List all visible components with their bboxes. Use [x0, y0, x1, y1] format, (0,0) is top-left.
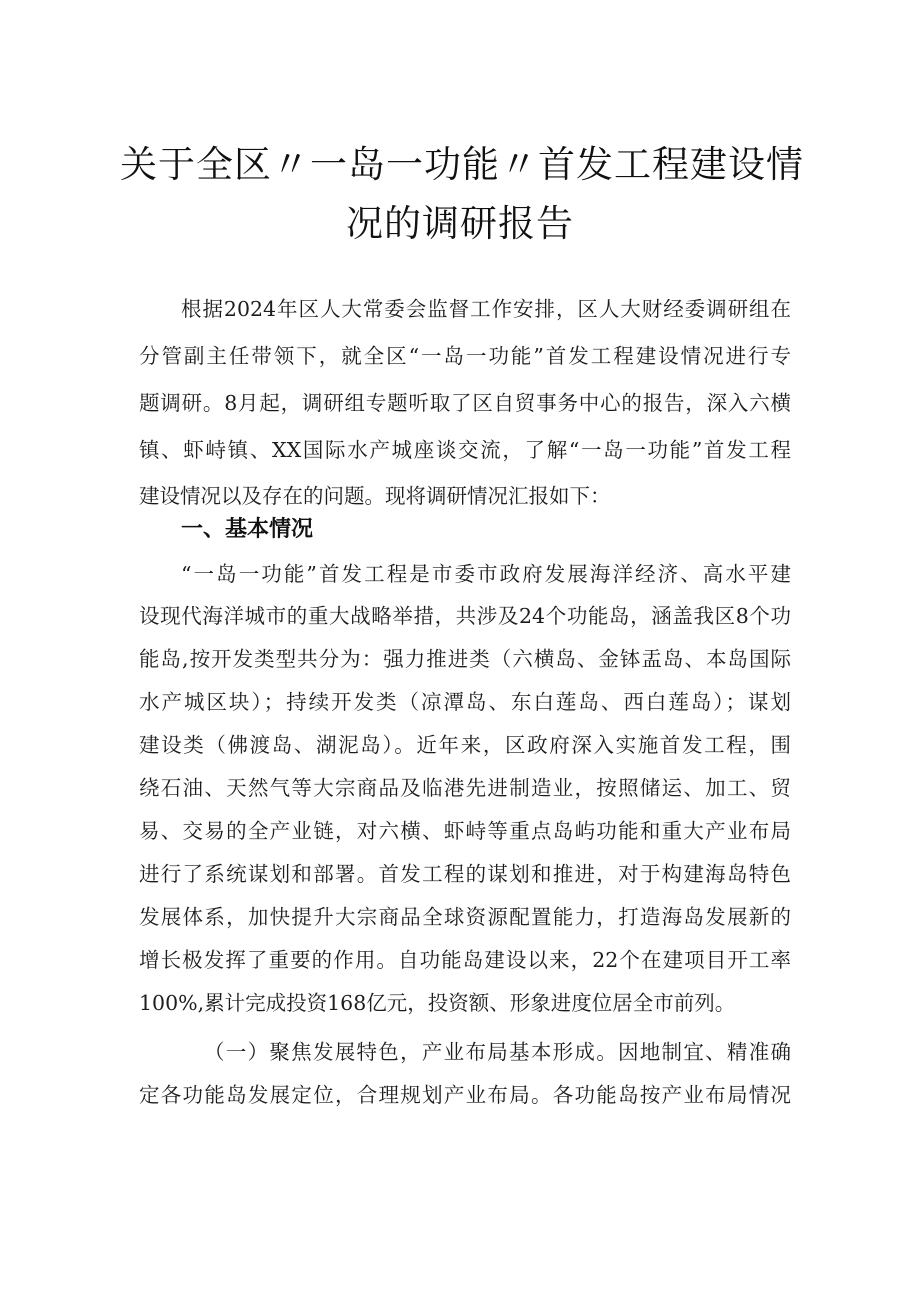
section-heading-basic-situation: 一、基本情况 [181, 517, 314, 542]
section1-line: 100%,累计完成投资168亿元，投资额、形象进度位居全市前列。 [139, 991, 736, 1015]
section1-line: 增长极发挥了重要的作用。自功能岛建设以来，22个在建项目开工率 [139, 948, 791, 972]
intro-line: 分管副主任带领下，就全区“一岛一功能”首发工程建设情况进行专 [139, 344, 791, 368]
section1-line: 发展体系，加快提升大宗商品全球资源配置能力，打造海岛发展新的 [139, 905, 791, 929]
section1-line: 建设类（佛渡岛、湖泥岛）。近年来，区政府深入实施首发工程，围 [139, 733, 791, 757]
section1-line: 进行了系统谋划和部署。首发工程的谋划和推进，对于构建海岛特色 [139, 862, 791, 886]
document-title-line-1: 关于全区〃一岛一功能〃首发工程建设情 [120, 143, 804, 186]
subsection1-line: 定各功能岛发展定位，合理规划产业布局。各功能岛按产业布局情况 [139, 1083, 791, 1107]
section1-line: 水产城区块）；持续开发类（凉潭岛、东白莲岛、西白莲岛）；谋划 [139, 690, 791, 714]
subsection1-line: （一）聚焦发展特色，产业布局基本形成。因地制宜、精准确 [204, 1040, 791, 1064]
section1-line: 能岛,按开发类型共分为：强力推进类（六横岛、金钵盂岛、本岛国际 [139, 647, 791, 671]
intro-line: 镇、虾峙镇、XX国际水产城座谈交流，了解“一岛一功能”首发工程 [139, 438, 791, 462]
intro-line: 根据2024年区人大常委会监督工作安排，区人大财经委调研组在 [181, 297, 791, 321]
section1-line: 绕石油、天然气等大宗商品及临港先进制造业，按照储运、加工、贸 [139, 776, 791, 800]
document-title-line-2: 况的调研报告 [346, 202, 574, 245]
section1-line: 易、交易的全产业链，对六横、虾峙等重点岛屿功能和重大产业布局 [139, 819, 791, 843]
section1-line: 设现代海洋城市的重大战略举措，共涉及24个功能岛，涵盖我区8个功 [139, 604, 791, 628]
section1-line: “一岛一功能”首发工程是市委市政府发展海洋经济、高水平建 [181, 562, 791, 586]
intro-line: 建设情况以及存在的问题。现将调研情况汇报如下： [139, 484, 611, 508]
intro-line: 题调研。8月起，调研组专题听取了区自贸事务中心的报告，深入六横 [139, 391, 791, 415]
